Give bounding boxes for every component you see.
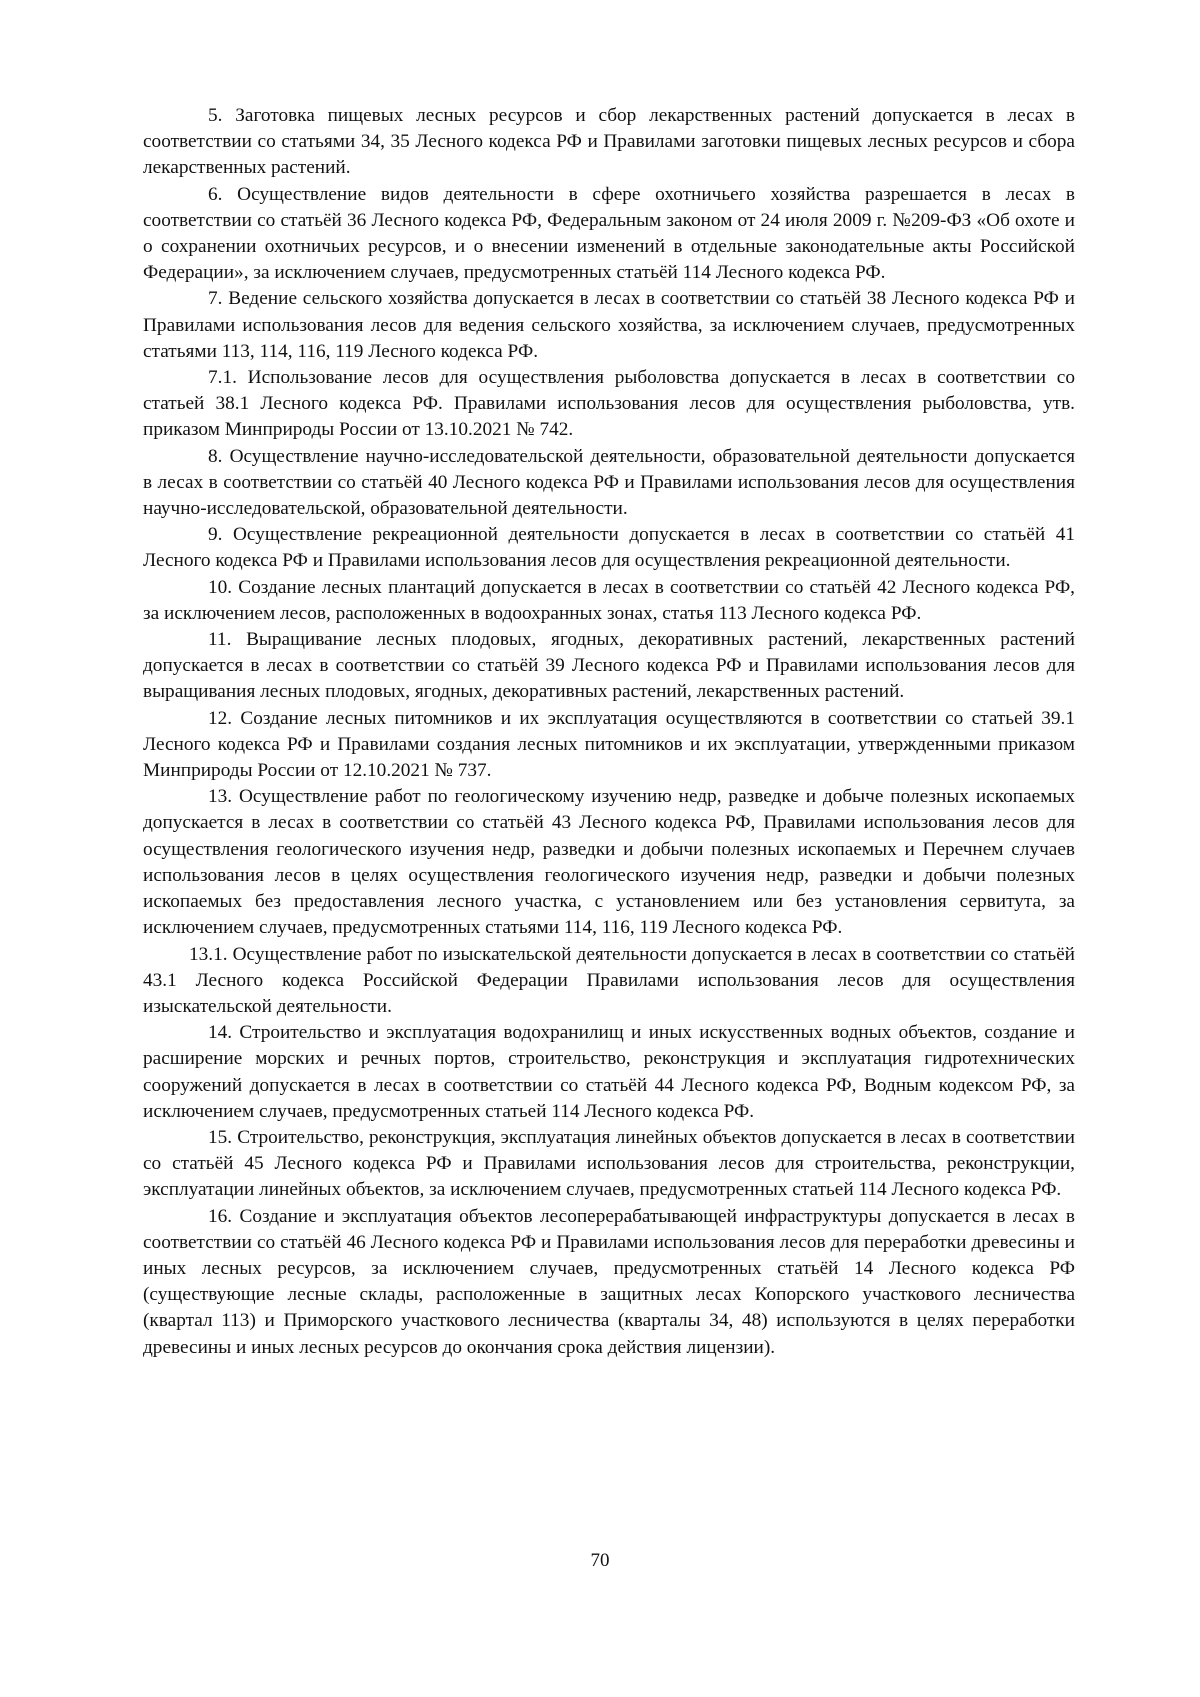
paragraph-7: 7. Ведение сельского хозяйства допускается в лесах в соответствии со статьёй 38 Лесного кодекса РФ и Правилами использования лесов для ведения сельского хозяйства, за исключением случаев, предусмотренных статьями 113, 114, 116, 119 Лесного кодекса РФ. (143, 288, 1075, 362)
paragraph-12: 12. Создание лесных питомников и их эксплуатация осуществляются в соответствии со статьей 39.1 Лесного кодекса РФ и Правилами создания лесных питомников и их эксплуатации, утвержденными приказом Минприроды России от 12.10.2021 № 737. (143, 707, 1075, 782)
paragraph-15: 15. Строительство, реконструкция, эксплуатация линейных объектов допускается в лесах в соответствии со статьёй 45 Лесного кодекса РФ и Правилами использования лесов для строительства, реконструкции, эксплуатации линейных объектов, за исключением случаев, предусмотренных статьей 114 Лесного кодекса РФ. (143, 1126, 1075, 1201)
page-number: 70 (590, 1550, 610, 1571)
paragraph-13-1: 13.1. Осуществление работ по изыскательской деятельности допускается в лесах в соответствии со статьёй 43.1 Лесного кодекса Российской Федерации Правилами использования лесов для осуществления изыскательской деятельности. (143, 943, 1075, 1017)
paragraph-13: 13. Осуществление работ по геологическому изучению недр, разведке и добыче полезных ископаемых допускается в лесах в соответствии со статьёй 43 Лесного кодекса РФ, Правилами использования лесов для осуществления геологического изучения недр, разведки и добычи полезных ископаемых и Перечнем случаев использования лесов в целях осуществления геологического изучения недр, разведки и добычи полезных ископаемых без предоставления лесного участка, с установлением или без установления сервитута, за исключением случаев, предусмотренных статьями 114, 116, 119 Лесного кодекса РФ. (143, 786, 1075, 939)
paragraph-10: 10. Создание лесных плантаций допускается в лесах в соответствии со статьёй 42 Лесного кодекса РФ, за исключением лесов, расположенных в водоохранных зонах, статья 113 Лесного кодекса РФ. (143, 576, 1075, 624)
paragraph-6: 6. Осуществление видов деятельности в сфере охотничьего хозяйства разрешается в лесах в соответствии со статьёй 36 Лесного кодекса РФ, Федеральным законом от 24 июля 2009 г. №209-ФЗ «Об охоте и о сохранении охотничьих ресурсов, и о внесении изменений в отдельные законодательные акты Российской Федерации», за исключением случаев, предусмотренных статьёй 114 Лесного кодекса РФ. (143, 183, 1075, 284)
paragraph-9: 9. Осуществление рекреационной деятельности допускается в лесах в соответствии со статьёй 41 Лесного кодекса РФ и Правилами использования лесов для осуществления рекреационной деятельности. (143, 524, 1075, 572)
paragraph-11: 11. Выращивание лесных плодовых, ягодных, декоративных растений, лекарственных растений допускается в лесах в соответствии со статьёй 39 Лесного кодекса РФ и Правилами использования лесов для выращивания лесных плодовых, ягодных, декоративных растений, лекарственных растений. (143, 629, 1075, 703)
paragraph-14: 14. Строительство и эксплуатация водохранилищ и иных искусственных водных объектов, создание и расширение морских и речных портов, строительство, реконструкция и эксплуатация гидротехнических сооружений допускается в лесах в соответствии со статьёй 44 Лесного кодекса РФ, Водным кодексом РФ, за исключением случаев, предусмотренных статьей 114 Лесного кодекса РФ. (143, 1022, 1075, 1122)
paragraph-5: 5. Заготовка пищевых лесных ресурсов и сбор лекарственных растений допускается в лесах в соответствии со статьями 34, 35 Лесного кодекса РФ и Правилами заготовки пищевых лесных ресурсов и сбора лекарственных растений. (143, 105, 1075, 179)
paragraph-16: 16. Создание и эксплуатация объектов лесоперерабатывающей инфраструктуры допускается в лесах в соответствии со статьёй 46 Лесного кодекса РФ и Правилами использования лесов для переработки древесины и иных лесных ресурсов, за исключением случаев, предусмотренных статьёй 14 Лесного кодекса РФ (существующие лесные склады, расположенные в защитных лесах Копорского участкового лесничества (квартал 113) и Приморского участкового лесничества (кварталы 34, 48) используются в целях переработки древесины и иных лесных ресурсов до окончания срока действия лицензии). (143, 1205, 1075, 1358)
paragraph-8: 8. Осуществление научно-исследовательской деятельности, образовательной деятельности допускается в лесах в соответствии со статьёй 40 Лесного кодекса РФ и Правилами использования лесов для осуществления научно-исследовательской, образовательной деятельности. (143, 445, 1075, 520)
document-body (143, 103, 1075, 1361)
paragraph-7-1: 7.1. Использование лесов для осуществления рыболовства допускается в лесах в соответствии со статьей 38.1 Лесного кодекса РФ. Правилами использования лесов для осуществления рыболовства, утв. приказом Минприроды России от 13.10.2021 № 742. (143, 367, 1075, 441)
